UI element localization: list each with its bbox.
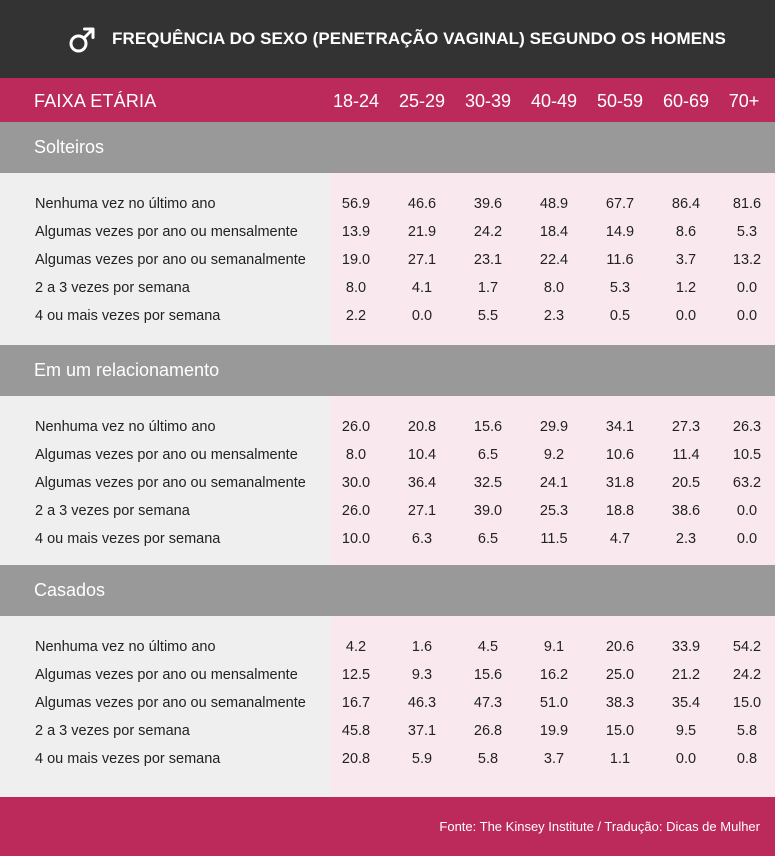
value-cell: 5.8 (477, 751, 499, 767)
age-range-label: FAIXA ETÁRIA (34, 91, 157, 111)
value-cell: 14.9 (605, 224, 635, 240)
table-row (0, 412, 775, 440)
value-cell: 0.0 (736, 531, 758, 547)
value-cell: 38.3 (605, 695, 635, 711)
title-bar (0, 0, 775, 78)
value-cell: 20.8 (341, 751, 371, 767)
value-cell: 5.5 (477, 308, 499, 324)
value-cell: 1.2 (675, 280, 697, 296)
value-cell: 15.0 (732, 695, 762, 711)
value-cell: 2.2 (345, 308, 367, 324)
value-cell: 81.6 (732, 196, 762, 212)
value-cell: 15.6 (473, 667, 503, 683)
value-cell: 22.4 (539, 252, 569, 268)
row-label: 2 a 3 vezes por semana (35, 723, 190, 739)
table-row (0, 716, 775, 744)
value-cell: 86.4 (671, 196, 701, 212)
row-label: Algumas vezes por ano ou mensalmente (35, 667, 298, 683)
value-cell: 5.9 (411, 751, 433, 767)
section-header-singles (0, 122, 775, 173)
value-cell: 1.1 (609, 751, 631, 767)
row-label: Algumas vezes por ano ou mensalmente (35, 447, 298, 463)
value-cell: 19.0 (341, 252, 371, 268)
row-label: 4 ou mais vezes por semana (35, 531, 221, 547)
page-title: FREQUÊNCIA DO SEXO (PENETRAÇÃO VAGINAL) SEGUNDO OS HOMENS (112, 29, 726, 48)
section-header-married (0, 565, 775, 616)
value-cell: 20.8 (407, 419, 437, 435)
value-cell: 11.4 (672, 447, 700, 463)
value-cell: 24.2 (732, 667, 762, 683)
value-cell: 0.0 (736, 308, 758, 324)
table-row (0, 660, 775, 688)
value-cell: 4.2 (345, 639, 367, 655)
value-cell: 32.5 (473, 475, 503, 491)
section-title: Casados (34, 580, 106, 600)
value-cell: 27.1 (407, 503, 437, 519)
value-cell: 0.5 (609, 308, 631, 324)
value-cell: 21.2 (671, 667, 701, 683)
value-cell: 16.7 (341, 695, 371, 711)
value-cell: 37.1 (407, 723, 437, 739)
row-label: Algumas vezes por ano ou semanalmente (35, 695, 306, 711)
value-cell: 10.0 (341, 531, 371, 547)
age-column-header: 30-39 (464, 91, 512, 111)
value-cell: 4.1 (411, 280, 433, 296)
value-cell: 13.2 (732, 252, 762, 268)
value-cell: 35.4 (671, 695, 701, 711)
value-cell: 39.6 (473, 196, 503, 212)
value-cell: 24.1 (539, 475, 569, 491)
value-cell: 23.1 (473, 252, 503, 268)
value-cell: 5.3 (736, 224, 758, 240)
row-label: Nenhuma vez no último ano (35, 639, 216, 655)
value-cell: 1.6 (411, 639, 433, 655)
value-cell: 5.8 (736, 723, 758, 739)
value-cell: 33.9 (671, 639, 701, 655)
value-cell: 5.3 (609, 280, 631, 296)
section-title: Solteiros (34, 137, 105, 157)
value-cell: 18.4 (539, 224, 569, 240)
table-row (0, 524, 775, 552)
row-label: 2 a 3 vezes por semana (35, 503, 190, 519)
value-cell: 19.9 (539, 723, 569, 739)
row-label: Nenhuma vez no último ano (35, 196, 216, 212)
value-cell: 0.0 (675, 308, 697, 324)
value-cell: 47.3 (473, 695, 503, 711)
value-cell: 10.5 (732, 447, 762, 463)
row-label: 4 ou mais vezes por semana (35, 308, 221, 324)
value-cell: 18.8 (605, 503, 635, 519)
table-row (0, 632, 775, 660)
value-cell: 16.2 (539, 667, 569, 683)
value-cell: 46.3 (407, 695, 437, 711)
table-row (0, 189, 775, 217)
table-row (0, 440, 775, 468)
value-cell: 39.0 (473, 503, 503, 519)
row-label: Nenhuma vez no último ano (35, 419, 216, 435)
table-row (0, 688, 775, 716)
row-label: Algumas vezes por ano ou semanalmente (35, 252, 306, 268)
footer (0, 797, 775, 856)
age-column-header: 18-24 (332, 91, 380, 111)
value-cell: 45.8 (341, 723, 371, 739)
value-cell: 56.9 (341, 196, 371, 212)
age-column-header: 70+ (728, 91, 760, 111)
section-header-relationship (0, 345, 775, 396)
value-cell: 20.6 (605, 639, 635, 655)
value-cell: 36.4 (407, 475, 437, 491)
value-cell: 34.1 (605, 419, 635, 435)
value-cell: 2.3 (543, 308, 565, 324)
value-cell: 4.5 (477, 639, 499, 655)
value-cell: 0.0 (736, 280, 758, 296)
value-cell: 27.1 (407, 252, 437, 268)
value-cell: 4.7 (609, 531, 631, 547)
value-cell: 8.0 (345, 447, 367, 463)
value-cell: 3.7 (675, 252, 697, 268)
value-cell: 27.3 (671, 419, 701, 435)
value-cell: 26.0 (341, 419, 371, 435)
row-label: 2 a 3 vezes por semana (35, 280, 190, 296)
value-cell: 11.5 (540, 531, 568, 547)
value-cell: 51.0 (539, 695, 569, 711)
table-row (0, 468, 775, 496)
value-cell: 25.3 (539, 503, 569, 519)
value-cell: 8.6 (675, 224, 697, 240)
value-cell: 48.9 (539, 196, 569, 212)
value-cell: 38.6 (671, 503, 701, 519)
value-cell: 15.0 (605, 723, 635, 739)
value-cell: 67.7 (605, 196, 635, 212)
table-row (0, 245, 775, 273)
value-cell: 6.5 (477, 531, 499, 547)
value-cell: 15.6 (473, 419, 503, 435)
source-credit: Fonte: The Kinsey Institute / Tradução: Dicas de Mulher (439, 819, 760, 834)
value-cell: 11.6 (606, 252, 634, 268)
value-cell: 9.5 (675, 723, 697, 739)
table-row (0, 301, 775, 329)
value-cell: 26.3 (732, 419, 762, 435)
value-cell: 9.2 (543, 447, 565, 463)
value-cell: 8.0 (345, 280, 367, 296)
age-column-header: 40-49 (530, 91, 578, 111)
row-label: 4 ou mais vezes por semana (35, 751, 221, 767)
value-cell: 54.2 (732, 639, 762, 655)
value-cell: 2.3 (675, 531, 697, 547)
value-cell: 6.5 (477, 447, 499, 463)
value-cell: 26.0 (341, 503, 371, 519)
value-cell: 9.1 (543, 639, 565, 655)
value-cell: 8.0 (543, 280, 565, 296)
value-cell: 6.3 (411, 531, 433, 547)
value-cell: 26.8 (473, 723, 503, 739)
value-cell: 63.2 (732, 475, 762, 491)
value-cell: 1.7 (477, 280, 499, 296)
value-cell: 46.6 (407, 196, 437, 212)
value-cell: 21.9 (407, 224, 437, 240)
table-row (0, 744, 775, 772)
value-cell: 0.0 (675, 751, 697, 767)
value-cell: 10.6 (605, 447, 635, 463)
value-cell: 0.0 (411, 308, 433, 324)
value-cell: 10.4 (407, 447, 437, 463)
value-cell: 9.3 (411, 667, 433, 683)
row-label: Algumas vezes por ano ou mensalmente (35, 224, 298, 240)
value-cell: 25.0 (605, 667, 635, 683)
age-column-header: 60-69 (662, 91, 710, 111)
value-cell: 13.9 (341, 224, 371, 240)
age-column-header: 50-59 (596, 91, 644, 111)
table-row (0, 273, 775, 301)
male-symbol-icon (68, 26, 96, 54)
table-row (0, 217, 775, 245)
section-title: Em um relacionamento (34, 360, 220, 380)
value-cell: 12.5 (341, 667, 371, 683)
value-cell: 0.0 (736, 503, 758, 519)
value-cell: 29.9 (539, 419, 569, 435)
age-column-header: 25-29 (398, 91, 446, 111)
row-label: Algumas vezes por ano ou semanalmente (35, 475, 306, 491)
table-row (0, 496, 775, 524)
value-cell: 31.8 (605, 475, 635, 491)
value-cell: 24.2 (473, 224, 503, 240)
value-cell: 3.7 (543, 751, 565, 767)
value-cell: 30.0 (341, 475, 371, 491)
value-cell: 0.8 (736, 751, 758, 767)
table-header (0, 78, 775, 122)
value-cell: 20.5 (671, 475, 701, 491)
